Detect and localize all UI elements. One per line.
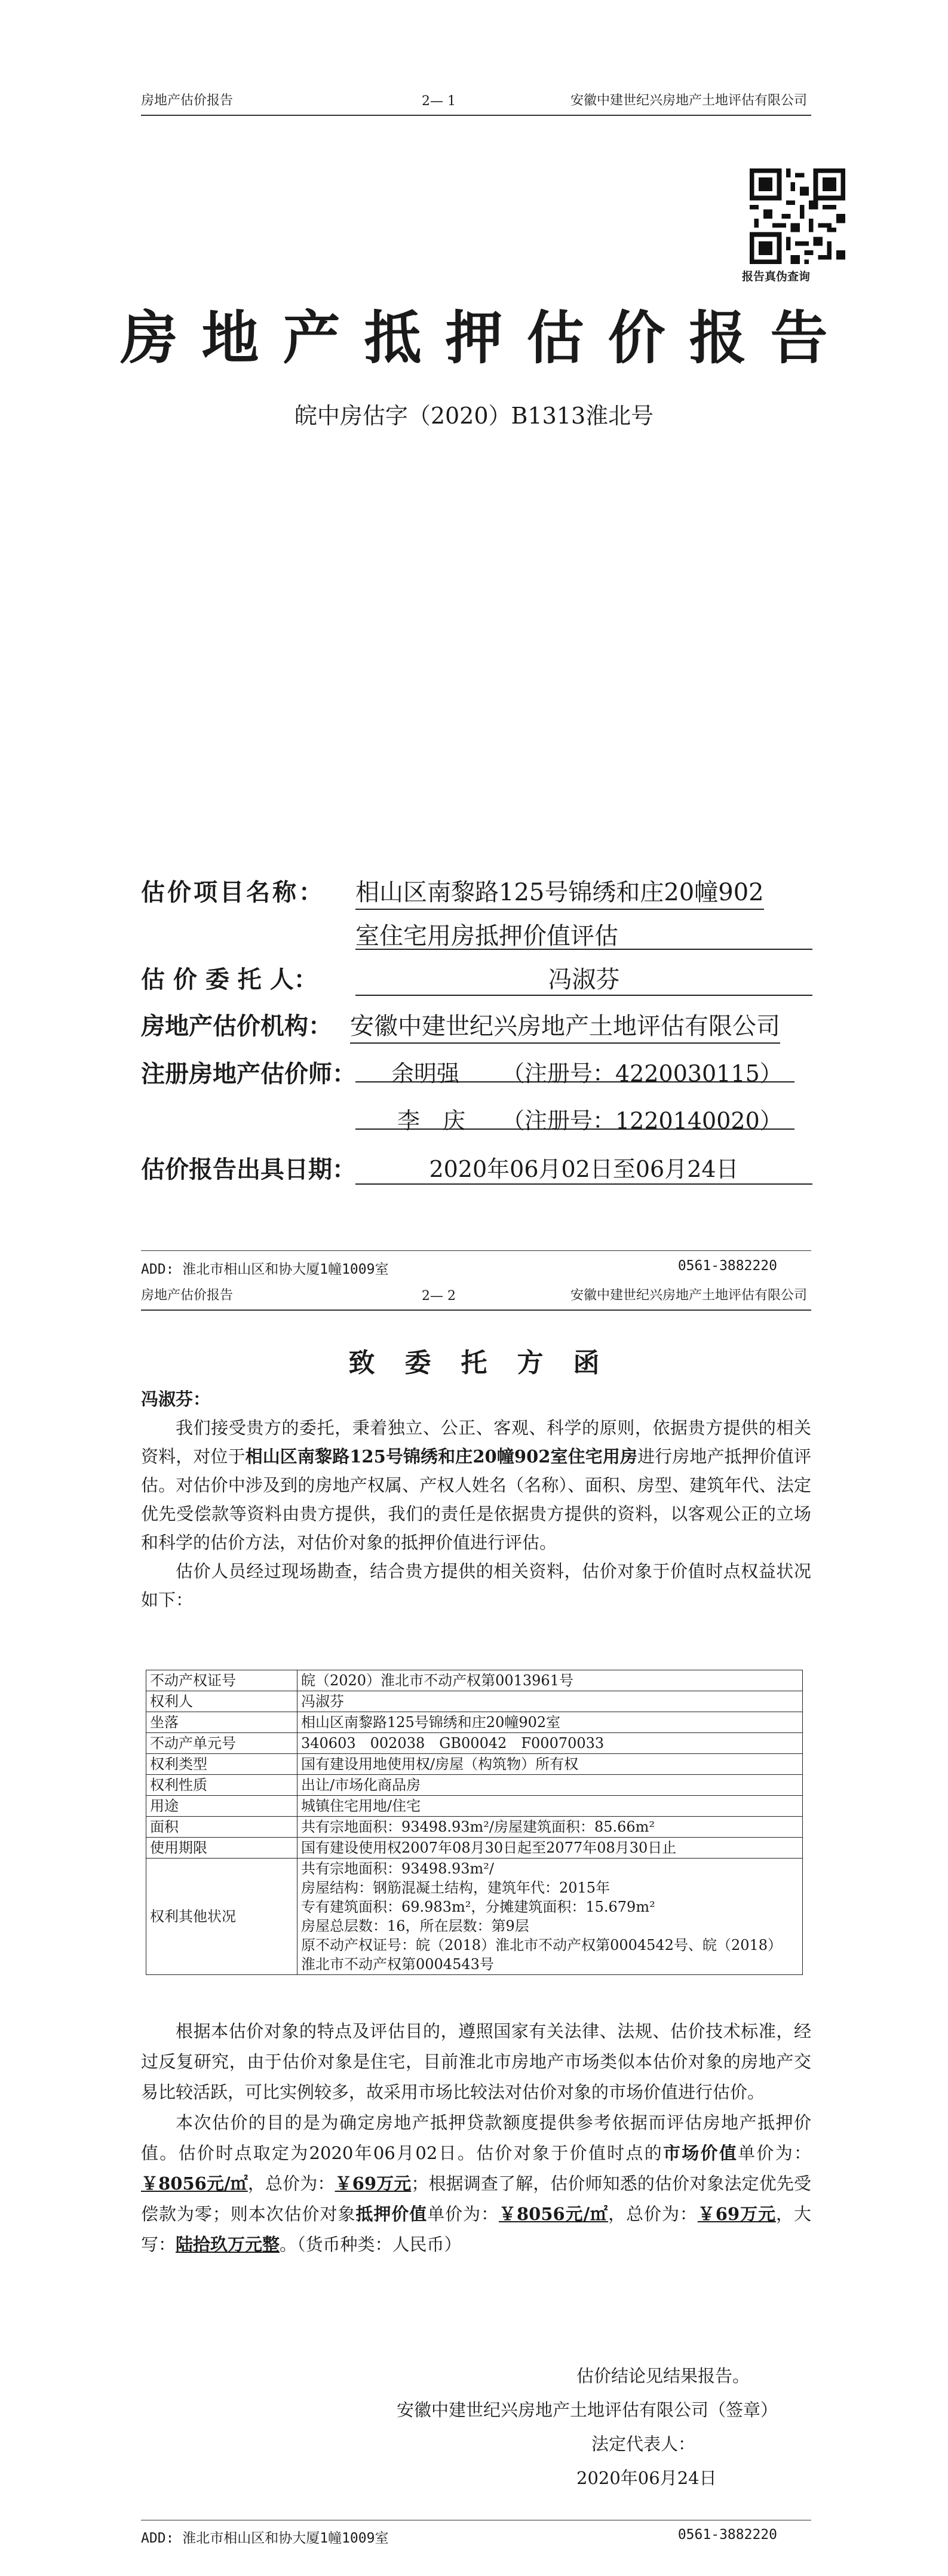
footer-address: ADD: 淮北市相山区和协大厦1幢1009室 — [141, 1262, 389, 1277]
table-value: 相山区南黎路125号锦绣和庄20幢902室 — [297, 1712, 803, 1733]
paragraph-method: 根据本估价对象的特点及评估目的，遵照国家有关法律、法规、估价技术标准，经过反复研究，由于估价对象是住宅，目前淮北市房地产市场类似本估价对象的房地产交易比较活跃，可比实例较多，故采用市场比较法对估价对象的市场价值进行估价。 — [141, 2021, 811, 2102]
table-value: 出让/市场化商品房 — [297, 1775, 803, 1796]
table-row — [146, 1670, 803, 1691]
table-key: 权利类型 — [146, 1754, 297, 1775]
header-page-number: 2— 1 — [422, 94, 456, 109]
amount-in-words: 陆拾玖万元整 — [176, 2234, 280, 2255]
valuation-text: ，总价为： — [608, 2204, 698, 2224]
valuation-text: ，总价为： — [247, 2173, 335, 2194]
paragraph-intro — [141, 1413, 811, 1557]
header-left: 房地产估价报告 — [141, 93, 234, 108]
field-label-project: 估价项目名称： — [141, 878, 325, 906]
table-row — [146, 1817, 803, 1838]
letter-body-1 — [141, 1385, 811, 1614]
header-company: 安徽中建世纪兴房地产土地评估有限公司 — [570, 93, 807, 108]
table-row — [146, 1859, 803, 1975]
field-label-agency: 房地产估价机构： — [141, 1012, 332, 1040]
header-company: 安徽中建世纪兴房地产土地评估有限公司 — [570, 1288, 807, 1303]
field-value-date — [355, 1151, 812, 1185]
footer-phone: 0561-3882220 — [677, 1258, 777, 1274]
field-value-agency: 安徽中建世纪兴房地产土地评估有限公司 — [350, 1007, 780, 1044]
table-key: 坐落 — [146, 1712, 297, 1733]
valuation-text: 单价为： — [738, 2143, 811, 2163]
table-key: 权利人 — [146, 1691, 297, 1712]
table-value: 皖（2020）淮北市不动产权第0013961号 — [297, 1670, 803, 1691]
valuation-text: ，大写： — [141, 2204, 811, 2255]
header-left: 房地产估价报告 — [141, 1288, 234, 1303]
valuation-text: 本次估价的目的是为确定房地产抵押贷款额度提供参考依据而评估房地产抵押价值。估价时点取定为2020年06月02日。估价对象于价值时点的 — [141, 2112, 811, 2163]
valuation-text: 。（货币种类：人民币） — [280, 2234, 462, 2255]
letter-date: 2020年06月24日 — [576, 2468, 717, 2488]
valuation-text: 单价为： — [427, 2204, 499, 2224]
market-unit-price: ￥8056元/㎡ — [141, 2173, 248, 2194]
intro-text-a: 我们接受贵方的委托，秉着独立、公正、客观、科学的原则，依据贵方提供的相关资料，对位于 — [141, 1418, 811, 1467]
field-value-project-line1: 相山区南黎路125号锦绣和庄20幢902 — [355, 873, 764, 910]
field-label-appraisers: 注册房地产估价师： — [141, 1060, 356, 1088]
letter-body-2 — [141, 2016, 811, 2260]
table-row — [146, 1712, 803, 1733]
table-value: 国有建设用地使用权/房屋（构筑物）所有权 — [297, 1754, 803, 1775]
table-row — [146, 1775, 803, 1796]
mortgage-unit-price: ￥8056元/㎡ — [499, 2204, 609, 2224]
qr-code-icon[interactable] — [750, 168, 845, 264]
field-value-client — [355, 961, 812, 996]
table-key: 不动产权证号 — [146, 1670, 297, 1691]
market-total-price: ￥69万元 — [335, 2173, 412, 2194]
project-underline — [355, 949, 812, 950]
header-page-number: 2— 2 — [422, 1289, 456, 1304]
field-label-date: 估价报告出具日期： — [141, 1155, 356, 1183]
table-key: 不动产单元号 — [146, 1733, 297, 1754]
qr-caption: 报告真伪查询 — [742, 270, 811, 283]
table-key: 权利其他状况 — [146, 1859, 297, 1975]
mortgage-total-price: ￥69万元 — [697, 2204, 777, 2224]
table-key: 用途 — [146, 1796, 297, 1817]
field-value-project-line2: 室住宅用房抵押价值评估 — [355, 922, 618, 950]
table-row — [146, 1691, 803, 1712]
salutation: 冯淑芬： — [141, 1389, 211, 1409]
valuation-text: ；根据调查了解，估价师知悉的估价对象法定优先受偿款为零；则本次估价对象 — [141, 2173, 811, 2224]
table-value: 共有宗地面积：93498.93m²/房屋建筑面积：85.66m² — [297, 1817, 803, 1838]
page-header — [141, 1284, 807, 1308]
header-rule — [141, 1310, 811, 1311]
page-header — [141, 90, 807, 114]
table-value-other — [297, 1859, 803, 1975]
legal-representative: 法定代表人： — [591, 2434, 696, 2454]
footer-address: ADD: 淮北市相山区和协大厦1幢1009室 — [141, 2531, 389, 2546]
other-line: 淮北市不动产权第0004543号 — [301, 1956, 494, 1973]
rights-table — [146, 1670, 803, 1975]
table-key: 使用期限 — [146, 1838, 297, 1859]
appraiser-2-name: 李 庆 — [397, 1108, 466, 1134]
table-key: 权利性质 — [146, 1775, 297, 1796]
report-title: 房地产抵押估价报告 — [120, 304, 852, 372]
market-value-label: 市场价值 — [662, 2143, 738, 2163]
appraiser-2 — [355, 1102, 794, 1134]
table-row — [146, 1754, 803, 1775]
other-line: 原不动产权证号：皖（2018）淮北市不动产权第0004542号、皖（2018） — [301, 1937, 783, 1954]
conclusion-note: 估价结论见结果报告。 — [576, 2366, 750, 2386]
table-value: 城镇住宅用地/住宅 — [297, 1796, 803, 1817]
mortgage-value-label: 抵押价值 — [355, 2204, 428, 2224]
client-name: 冯淑芬 — [548, 966, 620, 993]
table-value: 冯淑芬 — [297, 1691, 803, 1712]
intro-text-b: 进行房地产抵押价值评估。对估价中涉及到的房地产权属、产权人姓名（名称）、面积、房型、建筑年代、法定优先受偿款等资料由贵方提供，我们的责任是依据贵方提供的资料，以客观公正的立场和科学的估价方法，对估价对象的抵押价值进行评估。 — [141, 1446, 811, 1553]
footer-rule — [141, 1250, 811, 1251]
footer-phone: 0561-3882220 — [677, 2527, 777, 2543]
table-row — [146, 1838, 803, 1859]
table-row — [146, 1733, 803, 1754]
field-label-client: 估 价 委 托 人： — [141, 965, 318, 993]
other-line: 共有宗地面积：93498.93m²/ — [301, 1860, 494, 1877]
appraiser-2-reg: （注册号：1220140020） — [502, 1108, 783, 1134]
other-line: 房屋总层数：16，所在层数：第9层 — [301, 1918, 529, 1934]
paragraph-valuation — [141, 2108, 811, 2260]
appraiser-1-name: 余明强 — [391, 1060, 460, 1087]
appraiser-1 — [355, 1055, 794, 1087]
table-value: 国有建设使用权2007年08月30日起至2077年08月30日止 — [297, 1838, 803, 1859]
report-number: 皖中房估字（2020）B1313淮北号 — [294, 403, 654, 429]
org-signature: 安徽中建世纪兴房地产土地评估有限公司（签章） — [397, 2400, 778, 2420]
table-row — [146, 1796, 803, 1817]
report-date-range: 2020年06月02日至06月24日 — [429, 1156, 739, 1182]
other-line: 专有建筑面积：69.983m²，分摊建筑面积：15.679m² — [301, 1899, 655, 1915]
letter-title: 致委托方函 — [348, 1348, 630, 1378]
paragraph-survey: 估价人员经过现场勘查，结合贵方提供的相关资料，估价对象于价值时点权益状况如下： — [141, 1561, 811, 1610]
table-key: 面积 — [146, 1817, 297, 1838]
header-rule — [141, 115, 811, 116]
property-address: 相山区南黎路125号锦绣和庄20幢902室住宅用房 — [245, 1446, 638, 1467]
table-value: 340603 002038 GB00042 F00070033 — [297, 1733, 803, 1754]
appraiser-1-reg: （注册号：4220030115） — [502, 1060, 783, 1087]
other-line: 房屋结构：钢筋混凝土结构，建筑年代：2015年 — [301, 1879, 610, 1896]
